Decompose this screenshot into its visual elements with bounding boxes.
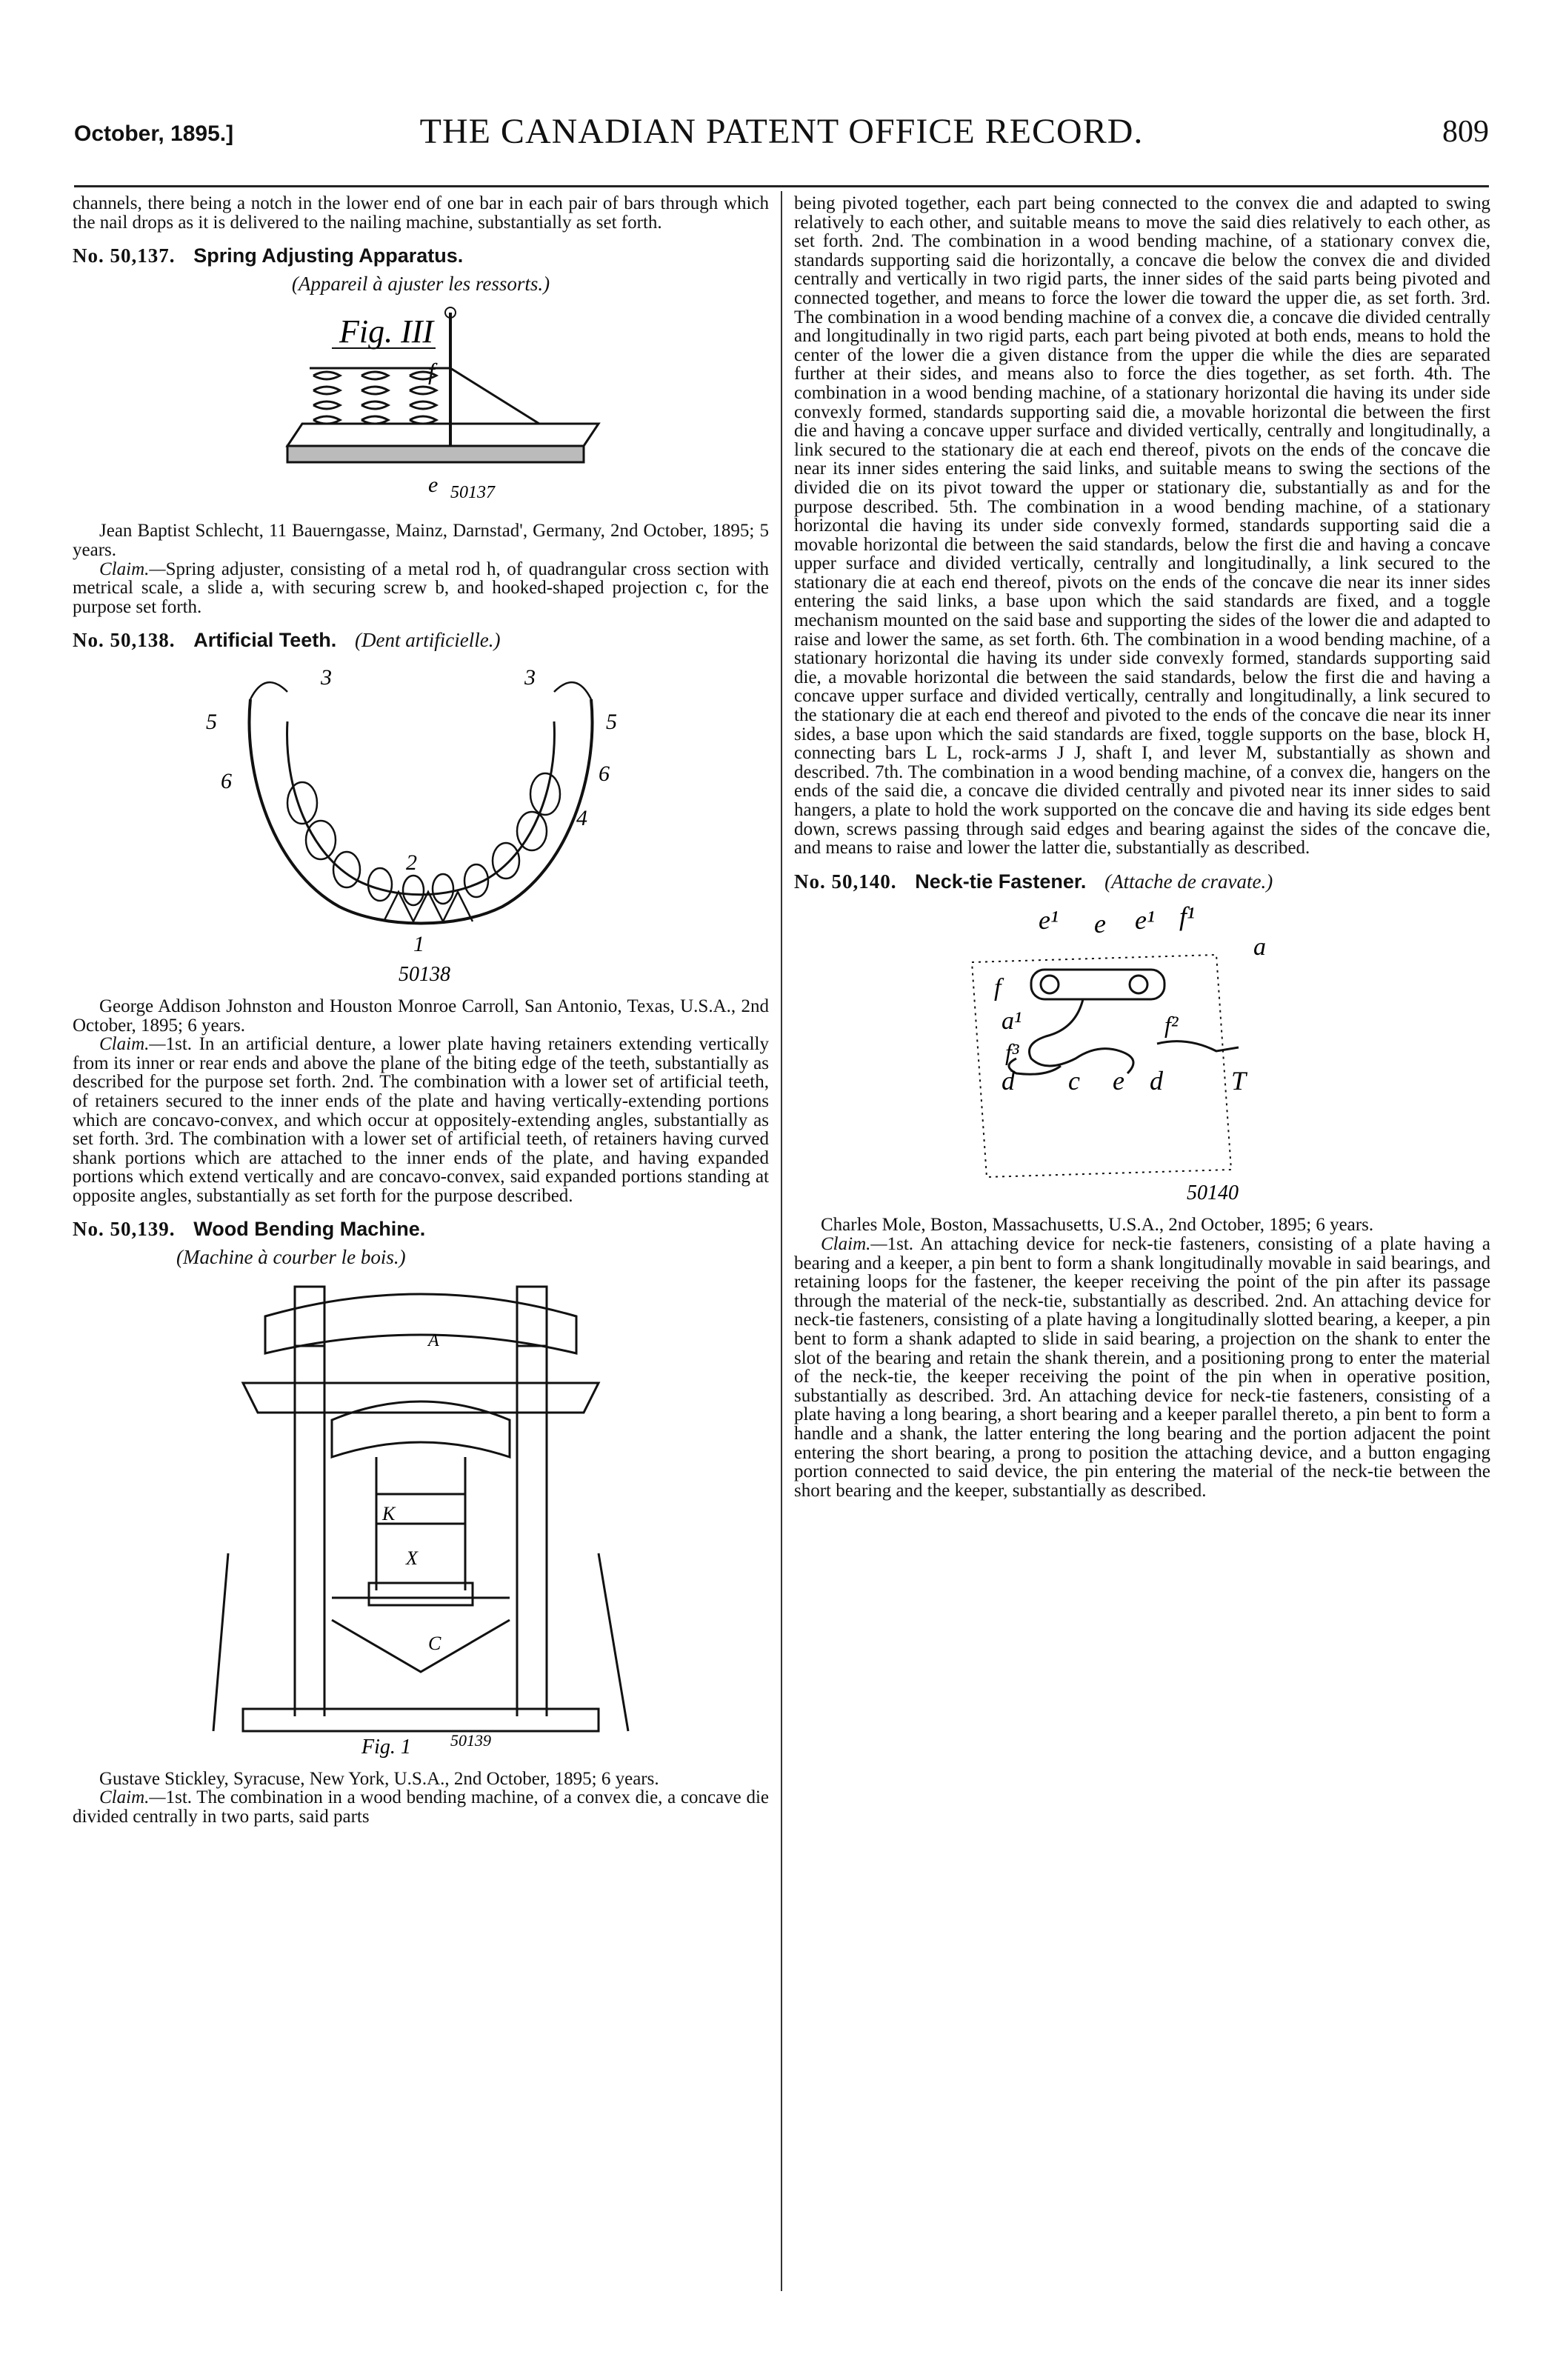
label-3: 3	[321, 664, 332, 690]
label-f: f	[994, 974, 1002, 1002]
patent-heading-50138	[73, 631, 769, 650]
label-a1: a¹	[1002, 1007, 1022, 1036]
figure-ref: 50140	[1187, 1181, 1239, 1205]
patent-number: No. 50,140.	[794, 870, 897, 893]
figure-ref: 50139	[450, 1730, 491, 1750]
left-column	[73, 194, 769, 1826]
spring-adjuster-figure	[184, 298, 658, 513]
column-divider	[781, 191, 782, 2291]
inventor-text: Charles Mole, Boston, Massachusetts, U.S.A., 2nd October, 1895; 6 years.	[821, 1215, 1374, 1236]
patent-title: Artificial Teeth.	[193, 629, 337, 652]
figure-ref: 50137	[450, 483, 495, 503]
wood-bending-machine-figure	[184, 1272, 658, 1761]
label-f1: f¹	[1179, 901, 1195, 932]
french-title: (Dent artificielle.)	[355, 629, 501, 652]
figure-ref: 50138	[399, 962, 450, 986]
right-column	[794, 194, 1490, 1500]
label-c: c	[1068, 1066, 1080, 1096]
label-d: d	[1002, 1066, 1015, 1096]
label-a: a	[1253, 933, 1266, 961]
neck-tie-fastener-figure	[920, 896, 1364, 1207]
label-f3: f³	[1005, 1039, 1019, 1066]
claim-text: 1st. In an artificial denture, a lower plate having retainers extending vertically from its inner or rear ends and above the plane of the biting edge of the teeth, substantially as described for the purpose set forth. 2nd. The combination with a lower set of artificial teeth, of retainers secured to the inner ends of the plate and having vertically-extending portions which are concavo-convex, and which occur at oppositely-extending angles, substantially as set forth. 3rd. The combination with a lower set of artificial teeth, of retainers having curved shank portions which are attached to the inner ends of the plate, and having expanded portions which extend vertically and are concavo-convex, said expanded portions standing at opposite angles, substantially as set forth for the purpose described.	[73, 1034, 769, 1206]
claim-paragraph	[73, 1035, 769, 1205]
publication-title: THE CANADIAN PATENT OFFICE RECORD.	[419, 112, 1144, 151]
patent-title: Wood Bending Machine.	[193, 1218, 426, 1241]
patent-number: No. 50,137.	[73, 244, 176, 267]
claim-text: 1st. An attaching device for neck-tie fasteners, consisting of a plate having a bearing and a keeper, a pin bent to form a shank longitudinally movable in said bearings, and retaining loops for the fastener, the keeper receiving the point of the pin after its passage through the material of the neck-tie, substantially as described. 2nd. An attaching device for neck-tie fasteners, consisting of a plate having a longitudinally slotted bearing, a keeper, a pin bent to form a shank adapted to slide in said bearing, a projection on the shank to enter the slot of the bearing and retain the shank therein, and a positioning prong to enter the material of the neck-tie, the keeper receiving the point of the pin when in operative position, substantially as described. 3rd. An attaching device for neck-tie fasteners, consisting of a plate having a long bearing, a short bearing and a keeper parallel thereto, a pin bent to form a handle and a shank, the latter entering the long bearing and the portion adjacent the point entering the short bearing, a prong to position the attaching device, and a button engaging portion connected to said device, the pin entering the material of the neck-tie between the short bearing and the keeper, substantially as described.	[794, 1233, 1490, 1501]
french-title: (Appareil à ajuster les ressorts.)	[291, 272, 550, 295]
label-5: 5	[206, 709, 217, 734]
label-f: f	[428, 358, 435, 385]
label-e: e	[1094, 909, 1106, 939]
label-1: 1	[413, 931, 424, 956]
label-4: 4	[576, 805, 587, 830]
label-k: K	[382, 1502, 396, 1524]
fig-label: Fig. 1	[361, 1735, 411, 1759]
label-e: e	[428, 473, 439, 498]
label-6: 6	[221, 768, 232, 793]
inventor-text: Jean Baptist Schlecht, 11 Bauerngasse, Mainz, Darnstad', Germany, 2nd October, 1895; 5 years.	[73, 521, 769, 560]
patent-title: Neck-tie Fastener.	[915, 870, 1087, 893]
label-2: 2	[406, 850, 417, 875]
label-t: T	[1231, 1066, 1247, 1096]
claim-paragraph	[73, 1788, 769, 1826]
patent-number: No. 50,138.	[73, 629, 176, 652]
label-e1: e¹	[1135, 905, 1155, 936]
continuation-text: channels, there being a notch in the lower end of one bar in each pair of bars through which the nail drops as it is delivered to the nailing machine, substantially as set forth.	[73, 193, 769, 233]
claim-paragraph	[794, 1235, 1490, 1500]
label-x: X	[406, 1547, 418, 1569]
patent-heading-50140	[794, 870, 1490, 893]
issue-date: October, 1895.]	[74, 121, 234, 146]
label-a: A	[428, 1330, 439, 1350]
claim-text: 1st. The combination in a wood bending machine, of a convex die, a concave die divided centrally in two parts, said parts	[73, 1787, 769, 1827]
patent-title: Spring Adjusting Apparatus.	[193, 244, 464, 267]
label-f2: f²	[1164, 1011, 1179, 1039]
patent-heading-50139	[73, 1220, 769, 1239]
patent-heading-50137	[73, 244, 769, 267]
header-rule	[74, 185, 1489, 187]
claim-paragraph	[73, 560, 769, 617]
page-header	[74, 111, 1489, 159]
artificial-teeth-figure	[191, 655, 650, 988]
label-3: 3	[524, 664, 536, 690]
claim-label: Claim.—	[99, 1034, 166, 1055]
french-title: (Machine à courber le bois.)	[176, 1246, 406, 1269]
label-e: e	[1113, 1066, 1124, 1096]
inventor-text: Gustave Stickley, Syracuse, New York, U.S.A., 2nd October, 1895; 6 years.	[99, 1768, 659, 1789]
label-c: C	[428, 1632, 441, 1654]
claim-label: Claim.—	[99, 559, 166, 579]
inventor-text: George Addison Johnston and Houston Monroe Carroll, San Antonio, Texas, U.S.A., 2nd October, 1895; 6 years.	[73, 996, 769, 1036]
claim-label: Claim.—	[99, 1787, 166, 1808]
label-5: 5	[606, 709, 617, 734]
label-e1: e¹	[1039, 905, 1059, 936]
claim-label: Claim.—	[821, 1233, 887, 1254]
label-6: 6	[599, 761, 610, 786]
continuation-text: being pivoted together, each part being connected to the convex die and adapted to swing relatively to each other, and suitable means to move the said dies relatively to each other, as set forth. 2nd. The combination in a wood bending machine, of a stationary convex die, standards supporting said die horizontally, a concave die below the convex die and divided centrally and vertically in two rigid parts, the inner sides of the said parts being pivoted and connected together, and means to force the lower die toward the upper die, as set forth. 3rd. The combination in a wood bending machine of a convex die, a concave die divided centrally and longitudinally in two rigid parts, each part being pivoted at both ends, means to hold the center of the lower die a given distance from the upper die while the dies are separated further at their sides, and means also to force the dies together, as set forth. 4th. The combination in a wood bending machine, of a stationary horizontal die having its under side convexly formed, standards supporting said die, a movable horizontal die between the first die and having a concave upper surface and divided vertically, centrally and longitudinally, a link secured to the stationary die at each end thereof, pivots on the ends of the concave die near its inner sides entering the said links, and suitable means to swing the sections of the divided die on its pivot toward the upper or stationary die, substantially as and for the purpose described. 5th. The combination in a wood bending machine, of a stationary horizontal die having its under side convexly formed, standards supporting said die a movable horizontal die between the said standards, below the first die and having a concave upper surface and divided vertically, centrally and longitudinally, a link secured to the stationary die at each end thereof, pivots on the ends of the concave die near its inner sides entering the said links, a base upon which the said standards are fixed, and a toggle mechanism mounted on the said base and supporting the sides of the lower die and adapted to raise and lower the same, as set forth. 6th. The combination in a wood bending machine, of a stationary horizontal die having its under side convexly formed, standards supporting said die, a movable horizontal die between the said standards, below the first die and having a concave upper surface and divided vertically, centrally and longitudinally, a link secured to the stationary die at each end thereof and pivoted to the ends of the concave die near its inner sides, a base upon which the said standards are fixed, toggle supports on the base, block H, connecting bars L L, rock-arms J J, shaft I, and lever M, substantially as shown and described. 7th. The combination in a wood bending machine, of a convex die, hangers on the ends of the said die, a concave die divided centrally and pivoted near its inner sides to said hangers, a plate to hold the work supported on the concave die and having its side edges bent down, screws passing through said edges and bearing against the sides of the concave die, and means to raise and lower the latter die, substantially as described.	[794, 193, 1490, 859]
claim-text: Spring adjuster, consisting of a metal rod h, of quadrangular cross section with metrical scale, a slide a, with securing screw b, and hooked-shaped projection c, for the purpose set forth.	[73, 559, 769, 617]
french-title: (Attache de cravate.)	[1104, 870, 1273, 893]
page-number: 809	[1442, 115, 1489, 149]
fig-label: Fig. III	[339, 313, 434, 350]
label-d: d	[1150, 1066, 1163, 1096]
patent-number: No. 50,139.	[73, 1218, 176, 1241]
